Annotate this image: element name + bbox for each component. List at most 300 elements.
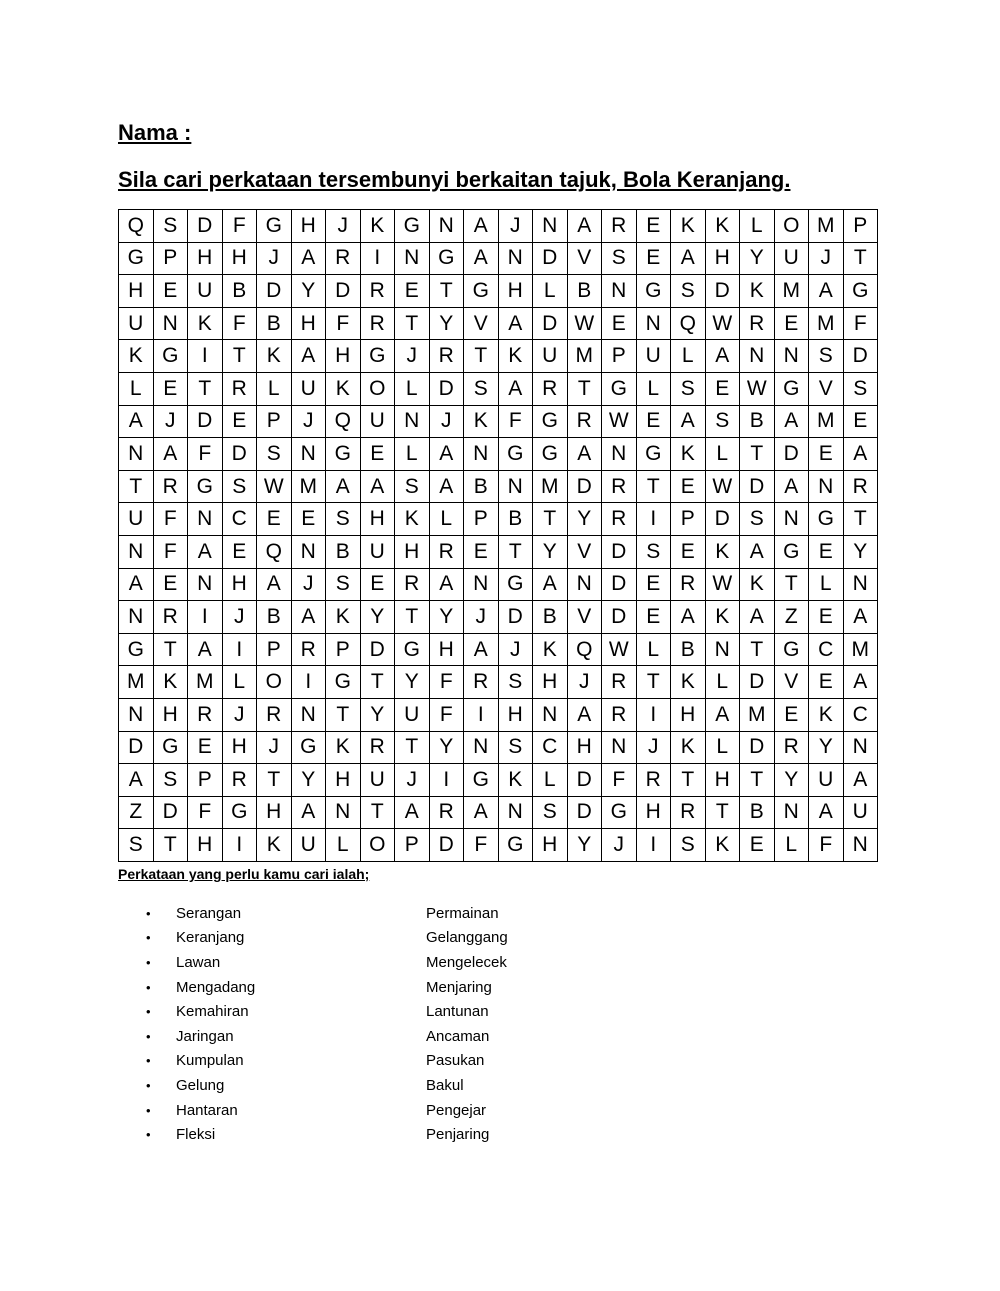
grid-cell: K	[257, 829, 292, 862]
grid-cell: R	[257, 699, 292, 732]
grid-cell: R	[602, 471, 637, 504]
grid-cell: R	[361, 732, 396, 765]
grid-cell: N	[119, 699, 154, 732]
word-left: Kumpulan	[176, 1052, 244, 1070]
grid-cell: K	[257, 340, 292, 373]
grid-cell: N	[395, 406, 430, 439]
grid-cell: H	[671, 699, 706, 732]
grid-cell: A	[499, 308, 534, 341]
grid-cell: A	[671, 243, 706, 276]
grid-cell: B	[533, 601, 568, 634]
grid-cell: M	[775, 275, 810, 308]
grid-cell: E	[154, 569, 189, 602]
grid-cell: B	[326, 536, 361, 569]
grid-cell: G	[637, 275, 672, 308]
grid-cell: N	[464, 732, 499, 765]
bullet-icon: •	[146, 1053, 151, 1069]
grid-cell: S	[499, 732, 534, 765]
grid-cell: T	[395, 601, 430, 634]
grid-cell: G	[395, 634, 430, 667]
grid-cell: A	[292, 797, 327, 830]
grid-cell: U	[844, 797, 879, 830]
grid-cell: N	[395, 243, 430, 276]
grid-cell: G	[602, 797, 637, 830]
grid-cell: A	[533, 569, 568, 602]
grid-cell: K	[188, 308, 223, 341]
bullet-icon: •	[146, 1028, 151, 1044]
grid-cell: I	[223, 829, 258, 862]
grid-cell: J	[395, 340, 430, 373]
grid-cell: U	[119, 308, 154, 341]
grid-cell: E	[637, 569, 672, 602]
grid-cell: U	[533, 340, 568, 373]
grid-cell: A	[568, 699, 603, 732]
grid-cell: A	[775, 406, 810, 439]
grid-cell: O	[775, 210, 810, 243]
grid-cell: T	[257, 764, 292, 797]
grid-cell: I	[223, 634, 258, 667]
grid-cell: Q	[119, 210, 154, 243]
grid-cell: G	[775, 373, 810, 406]
grid-cell: G	[533, 438, 568, 471]
grid-cell: J	[464, 601, 499, 634]
grid-cell: E	[637, 243, 672, 276]
grid-cell: R	[568, 406, 603, 439]
grid-cell: E	[257, 503, 292, 536]
grid-cell: P	[257, 406, 292, 439]
grid-cell: V	[464, 308, 499, 341]
grid-cell: T	[430, 275, 465, 308]
grid-cell: W	[602, 634, 637, 667]
grid-cell: R	[430, 536, 465, 569]
grid-cell: L	[671, 340, 706, 373]
grid-cell: F	[430, 666, 465, 699]
grid-cell: Y	[430, 601, 465, 634]
grid-cell: L	[257, 373, 292, 406]
grid-cell: A	[844, 764, 879, 797]
grid-cell: H	[706, 243, 741, 276]
grid-cell: J	[499, 634, 534, 667]
grid-cell: N	[499, 471, 534, 504]
grid-cell: Q	[257, 536, 292, 569]
grid-cell: K	[326, 732, 361, 765]
grid-cell: R	[292, 634, 327, 667]
grid-cell: E	[361, 569, 396, 602]
grid-cell: C	[533, 732, 568, 765]
grid-cell: B	[464, 471, 499, 504]
word-left: Gelung	[176, 1076, 225, 1094]
grid-cell: B	[223, 275, 258, 308]
grid-cell: N	[602, 438, 637, 471]
grid-cell: K	[671, 732, 706, 765]
grid-cell: V	[809, 373, 844, 406]
grid-cell: E	[740, 829, 775, 862]
grid-cell: H	[533, 666, 568, 699]
grid-cell: A	[844, 601, 879, 634]
grid-cell: E	[809, 601, 844, 634]
grid-cell: S	[602, 243, 637, 276]
grid-cell: D	[602, 601, 637, 634]
grid-cell: R	[671, 569, 706, 602]
grid-cell: K	[154, 666, 189, 699]
grid-cell: Z	[119, 797, 154, 830]
grid-cell: M	[809, 308, 844, 341]
grid-cell: E	[637, 406, 672, 439]
list-item	[146, 950, 508, 975]
grid-cell: G	[775, 536, 810, 569]
bullet-icon: •	[146, 1004, 151, 1020]
grid-cell: T	[361, 666, 396, 699]
grid-cell: A	[671, 601, 706, 634]
grid-cell: I	[637, 503, 672, 536]
grid-cell: D	[188, 210, 223, 243]
grid-cell: N	[568, 569, 603, 602]
grid-cell: V	[775, 666, 810, 699]
grid-cell: N	[740, 340, 775, 373]
grid-cell: A	[326, 471, 361, 504]
grid-cell: L	[706, 666, 741, 699]
word-right: Ancaman	[426, 1027, 490, 1045]
grid-cell: H	[637, 797, 672, 830]
grid-cell: Y	[740, 243, 775, 276]
grid-cell: H	[326, 764, 361, 797]
grid-cell: E	[223, 406, 258, 439]
grid-cell: K	[740, 569, 775, 602]
grid-cell: D	[602, 569, 637, 602]
grid-cell: R	[844, 471, 879, 504]
grid-cell: H	[257, 797, 292, 830]
grid-cell: G	[809, 503, 844, 536]
grid-cell: T	[395, 732, 430, 765]
bullet-icon: •	[146, 1127, 151, 1143]
grid-cell: S	[671, 373, 706, 406]
grid-cell: P	[257, 634, 292, 667]
grid-cell: B	[740, 406, 775, 439]
word-left: Lawan	[176, 953, 221, 971]
grid-cell: E	[395, 275, 430, 308]
grid-cell: G	[326, 666, 361, 699]
grid-cell: R	[740, 308, 775, 341]
bullet-icon: •	[146, 1102, 151, 1118]
grid-cell: O	[257, 666, 292, 699]
grid-cell: N	[430, 210, 465, 243]
grid-cell: R	[326, 243, 361, 276]
grid-cell: E	[637, 601, 672, 634]
grid-cell: P	[395, 829, 430, 862]
grid-cell: U	[637, 340, 672, 373]
list-item	[146, 1073, 508, 1098]
grid-cell: J	[499, 210, 534, 243]
grid-cell: U	[188, 275, 223, 308]
grid-cell: F	[188, 438, 223, 471]
grid-cell: K	[326, 373, 361, 406]
grid-cell: A	[292, 243, 327, 276]
grid-cell: R	[154, 471, 189, 504]
grid-cell: U	[292, 373, 327, 406]
grid-cell: A	[568, 438, 603, 471]
grid-cell: E	[671, 536, 706, 569]
grid-cell: V	[568, 601, 603, 634]
grid-cell: G	[464, 275, 499, 308]
grid-cell: A	[740, 601, 775, 634]
word-right: Bakul	[426, 1076, 464, 1094]
grid-cell: M	[119, 666, 154, 699]
grid-cell: S	[154, 764, 189, 797]
grid-cell: S	[637, 536, 672, 569]
grid-cell: N	[292, 536, 327, 569]
grid-cell: E	[809, 536, 844, 569]
grid-cell: L	[326, 829, 361, 862]
grid-cell: S	[499, 666, 534, 699]
grid-cell: R	[602, 666, 637, 699]
grid-cell: I	[464, 699, 499, 732]
grid-cell: I	[361, 243, 396, 276]
grid-cell: K	[464, 406, 499, 439]
word-left: Kemahiran	[176, 1003, 249, 1021]
grid-cell: H	[361, 503, 396, 536]
grid-cell: N	[326, 797, 361, 830]
grid-cell: T	[188, 373, 223, 406]
grid-cell: A	[154, 438, 189, 471]
grid-cell: G	[395, 210, 430, 243]
grid-cell: L	[775, 829, 810, 862]
grid-cell: K	[395, 503, 430, 536]
grid-cell: F	[223, 308, 258, 341]
grid-cell: J	[223, 601, 258, 634]
grid-cell: R	[464, 666, 499, 699]
grid-cell: P	[602, 340, 637, 373]
grid-cell: A	[464, 210, 499, 243]
grid-cell: B	[568, 275, 603, 308]
grid-cell: S	[326, 503, 361, 536]
grid-cell: H	[533, 829, 568, 862]
grid-cell: T	[533, 503, 568, 536]
grid-cell: T	[740, 764, 775, 797]
grid-cell: T	[119, 471, 154, 504]
grid-cell: N	[119, 536, 154, 569]
grid-cell: A	[430, 438, 465, 471]
grid-cell: Y	[568, 503, 603, 536]
grid-cell: S	[257, 438, 292, 471]
grid-cell: N	[775, 797, 810, 830]
grid-cell: A	[809, 797, 844, 830]
grid-cell: P	[671, 503, 706, 536]
grid-cell: T	[740, 634, 775, 667]
grid-cell: L	[119, 373, 154, 406]
grid-cell: J	[292, 406, 327, 439]
grid-cell: G	[499, 569, 534, 602]
grid-cell: K	[671, 438, 706, 471]
grid-cell: C	[844, 699, 879, 732]
grid-cell: S	[464, 373, 499, 406]
grid-cell: N	[464, 438, 499, 471]
grid-cell: L	[740, 210, 775, 243]
grid-cell: F	[223, 210, 258, 243]
grid-cell: N	[637, 308, 672, 341]
grid-cell: J	[326, 210, 361, 243]
grid-cell: B	[499, 503, 534, 536]
word-left: Serangan	[176, 904, 242, 922]
grid-cell: D	[568, 764, 603, 797]
grid-cell: R	[533, 373, 568, 406]
grid-cell: W	[706, 471, 741, 504]
grid-cell: Y	[844, 536, 879, 569]
word-right: Penjaring	[426, 1126, 490, 1144]
grid-cell: N	[602, 732, 637, 765]
grid-cell: K	[706, 601, 741, 634]
grid-cell: J	[257, 243, 292, 276]
grid-cell: Q	[326, 406, 361, 439]
word-left: Hantaran	[176, 1101, 238, 1119]
grid-cell: G	[257, 210, 292, 243]
grid-cell: E	[775, 308, 810, 341]
grid-cell: N	[292, 438, 327, 471]
grid-cell: M	[533, 471, 568, 504]
grid-cell: B	[257, 308, 292, 341]
grid-cell: E	[706, 373, 741, 406]
grid-cell: I	[637, 829, 672, 862]
grid-cell: L	[706, 438, 741, 471]
grid-cell: G	[464, 764, 499, 797]
grid-cell: A	[499, 373, 534, 406]
grid-cell: T	[223, 340, 258, 373]
grid-cell: G	[430, 243, 465, 276]
grid-cell: N	[292, 699, 327, 732]
grid-cell: S	[740, 503, 775, 536]
grid-cell: I	[188, 601, 223, 634]
grid-cell: H	[292, 210, 327, 243]
grid-cell: S	[844, 373, 879, 406]
grid-cell: A	[430, 471, 465, 504]
list-item	[146, 1098, 508, 1123]
grid-cell: G	[326, 438, 361, 471]
grid-cell: S	[395, 471, 430, 504]
list-item	[146, 999, 508, 1024]
grid-cell: N	[533, 210, 568, 243]
grid-cell: H	[706, 764, 741, 797]
grid-cell: G	[119, 634, 154, 667]
grid-cell: G	[361, 340, 396, 373]
grid-cell: A	[706, 340, 741, 373]
grid-cell: M	[809, 210, 844, 243]
grid-cell: S	[533, 797, 568, 830]
grid-cell: C	[223, 503, 258, 536]
grid-cell: R	[188, 699, 223, 732]
grid-cell: P	[154, 243, 189, 276]
grid-cell: K	[119, 340, 154, 373]
grid-cell: A	[395, 797, 430, 830]
grid-cell: J	[568, 666, 603, 699]
grid-cell: A	[464, 243, 499, 276]
grid-cell: T	[637, 666, 672, 699]
grid-cell: G	[223, 797, 258, 830]
grid-cell: L	[809, 569, 844, 602]
grid-cell: Q	[671, 308, 706, 341]
grid-cell: H	[499, 275, 534, 308]
grid-cell: M	[292, 471, 327, 504]
grid-cell: L	[637, 373, 672, 406]
grid-cell: V	[568, 243, 603, 276]
grid-cell: J	[430, 406, 465, 439]
grid-cell: G	[499, 438, 534, 471]
grid-cell: K	[499, 340, 534, 373]
grid-cell: D	[430, 373, 465, 406]
grid-cell: D	[568, 797, 603, 830]
grid-cell: T	[154, 634, 189, 667]
grid-cell: O	[361, 373, 396, 406]
grid-cell: E	[809, 438, 844, 471]
grid-cell: H	[119, 275, 154, 308]
grid-cell: D	[430, 829, 465, 862]
grid-cell: S	[706, 406, 741, 439]
grid-cell: E	[464, 536, 499, 569]
bullet-icon: •	[146, 930, 151, 946]
grid-cell: N	[499, 797, 534, 830]
grid-cell: R	[395, 569, 430, 602]
grid-cell: K	[671, 666, 706, 699]
grid-cell: E	[154, 373, 189, 406]
grid-cell: Y	[292, 764, 327, 797]
grid-cell: L	[395, 373, 430, 406]
grid-cell: N	[188, 503, 223, 536]
word-right: Pengejar	[426, 1101, 487, 1119]
grid-cell: I	[430, 764, 465, 797]
grid-cell: H	[292, 308, 327, 341]
grid-cell: J	[292, 569, 327, 602]
grid-cell: H	[499, 699, 534, 732]
bullet-icon: •	[146, 979, 151, 995]
grid-cell: T	[706, 797, 741, 830]
grid-cell: G	[154, 340, 189, 373]
grid-cell: D	[361, 634, 396, 667]
grid-cell: R	[602, 503, 637, 536]
grid-cell: J	[223, 699, 258, 732]
grid-cell: A	[740, 536, 775, 569]
grid-cell: R	[223, 764, 258, 797]
bullet-icon: •	[146, 905, 151, 921]
grid-cell: T	[740, 438, 775, 471]
grid-cell: N	[775, 503, 810, 536]
word-list	[146, 901, 508, 1147]
grid-cell: H	[188, 829, 223, 862]
grid-cell: S	[223, 471, 258, 504]
grid-cell: T	[395, 308, 430, 341]
grid-cell: E	[602, 308, 637, 341]
grid-cell: R	[430, 340, 465, 373]
grid-cell: T	[464, 340, 499, 373]
grid-cell: P	[326, 634, 361, 667]
grid-cell: Y	[361, 601, 396, 634]
grid-cell: K	[499, 764, 534, 797]
grid-cell: N	[188, 569, 223, 602]
grid-cell: G	[533, 406, 568, 439]
grid-cell: D	[844, 340, 879, 373]
grid-cell: T	[671, 764, 706, 797]
grid-cell: N	[809, 471, 844, 504]
grid-cell: J	[395, 764, 430, 797]
grid-cell: O	[361, 829, 396, 862]
grid-cell: K	[326, 601, 361, 634]
grid-cell: R	[430, 797, 465, 830]
grid-cell: A	[568, 210, 603, 243]
grid-cell: K	[533, 634, 568, 667]
grid-cell: D	[568, 471, 603, 504]
grid-cell: T	[844, 243, 879, 276]
grid-cell: S	[119, 829, 154, 862]
grid-cell: R	[361, 308, 396, 341]
grid-cell: W	[740, 373, 775, 406]
grid-cell: A	[671, 406, 706, 439]
